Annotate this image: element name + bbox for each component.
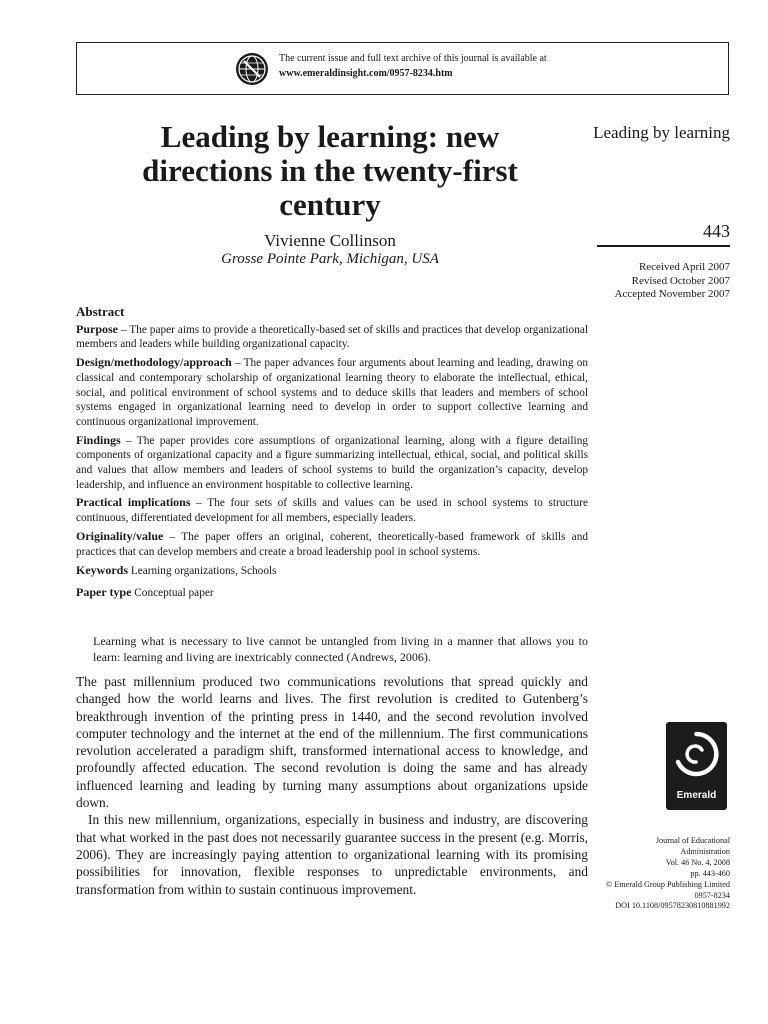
body-paragraph: The past millennium produced two communications revolutions that spread quickly and changed how the world learns and lives. The first revolution is credited to Gutenberg’s breakthrough invention of the printing press in 1440, and the second revolution involved computer technology and the internet at the end of the millennium. The first communications revolution accelerated a paradigm shift, transformed international access to knowledge, and profoundly affected education. The second revolution is doing the same and has already influenced learning and leading by turning many assumptions about organizations upside down. bbox=[76, 674, 588, 811]
author-affiliation: Grosse Pointe Park, Michigan, USA bbox=[221, 251, 439, 267]
findings-label: Findings bbox=[76, 432, 121, 447]
findings-text: – The paper provides core assumptions of organizational learning, along with a figure detailing components of organizational capacity and a figure summarizing intellectual, ethical, social, and political skills and values that allow members and leaders of school systems to build the organization’s capacity, develop leadership, and influence an environment hospitable to collective learning. bbox=[76, 434, 588, 491]
body-paragraph: In this new millennium, organizations, especially in business and industry, are discovering that what worked in the past does not necessarily guarantee success in the present (e.g. Morris, 2006). They are increasingly paying attention to organizational learning with its promising possibilities for innovation, flexible responses to unpredictable environments, and transformation from within to sustain continuous improvement. bbox=[76, 812, 588, 897]
abstract-keywords bbox=[76, 563, 588, 579]
banner-url-link[interactable]: www.emeraldinsight.com/0957-8234.htm bbox=[279, 68, 453, 79]
emerald-logo-text: Emerald bbox=[676, 790, 717, 801]
globe-icon bbox=[235, 52, 269, 86]
originality-text: – The paper offers an original, coherent, theoretically-based framework of skills and practices that can develop members and create a broad leadership pool in school systems. bbox=[76, 530, 588, 558]
abstract-practical bbox=[76, 495, 588, 525]
received-date: Received April 2007 bbox=[638, 261, 730, 273]
accepted-date: Accepted November 2007 bbox=[614, 288, 730, 300]
paper-type-label: Paper type bbox=[76, 584, 132, 599]
abstract-section bbox=[76, 305, 588, 604]
design-text: – The paper advances four arguments about learning and leading, drawing on classical and contemporary scholarship of organizational learning theory to elaborate the intellectual, ethical, social, and political environment of school systems and to deduce skills that leaders and members of school systems engaged in organizational learning need to develop in order to support collective learning and continuous organizational improvement. bbox=[76, 357, 588, 428]
journal-doi: DOI 10.1108/09578230810881992 bbox=[615, 901, 730, 911]
originality-label: Originality/value bbox=[76, 528, 164, 543]
sidebar-rule bbox=[597, 245, 730, 247]
keywords-text: Learning organizations, Schools bbox=[128, 565, 277, 578]
journal-volume: Vol. 46 No. 4, 2008 bbox=[665, 857, 730, 867]
abstract-heading: Abstract bbox=[76, 304, 125, 319]
journal-name-line1: Journal of Educational bbox=[655, 836, 730, 845]
practical-label: Practical implications bbox=[76, 495, 191, 510]
journal-pages: pp. 443-460 bbox=[690, 868, 730, 878]
keywords-label: Keywords bbox=[76, 563, 128, 578]
author-name: Vivienne Collinson bbox=[264, 231, 396, 250]
banner-availability-text: The current issue and full text archive of this journal is available at bbox=[279, 53, 547, 64]
body-text bbox=[76, 673, 588, 898]
journal-banner bbox=[76, 42, 729, 95]
design-label: Design/methodology/approach bbox=[76, 355, 232, 370]
revised-date: Revised October 2007 bbox=[631, 274, 730, 287]
journal-name-line2: Administration bbox=[680, 846, 730, 856]
purpose-text: – The paper aims to provide a theoretically-based set of skills and practices that develop organizational members and leaders while building organizational capacity. bbox=[76, 323, 588, 351]
purpose-label: Purpose bbox=[76, 321, 118, 336]
journal-copyright: © Emerald Group Publishing Limited bbox=[605, 879, 730, 889]
running-head: Leading by learning bbox=[593, 123, 730, 142]
article-title: Leading by learning: new directions in the twenty-first century bbox=[142, 119, 518, 222]
emerald-swirl-icon bbox=[672, 730, 721, 786]
abstract-design bbox=[76, 355, 588, 430]
epigraph: Learning what is necessary to live cannot be untangled from living in a manner that allows you to learn: learning and living are inextricably connected (Andrews, 2006). bbox=[93, 634, 588, 664]
abstract-originality bbox=[76, 529, 588, 559]
abstract-findings bbox=[76, 433, 588, 493]
article-dates bbox=[590, 261, 730, 302]
page-number: 443 bbox=[703, 221, 730, 241]
emerald-logo bbox=[666, 722, 727, 810]
abstract-purpose bbox=[76, 322, 588, 352]
paper-type-text: Conceptual paper bbox=[131, 586, 214, 599]
abstract-paper-type bbox=[76, 585, 588, 601]
journal-info bbox=[580, 836, 730, 912]
journal-issn: 0957-8234 bbox=[694, 890, 730, 900]
practical-text: – The four sets of skills and values can be used in school systems to structure continuous, differentiated development for all members, especially leaders. bbox=[76, 497, 588, 525]
